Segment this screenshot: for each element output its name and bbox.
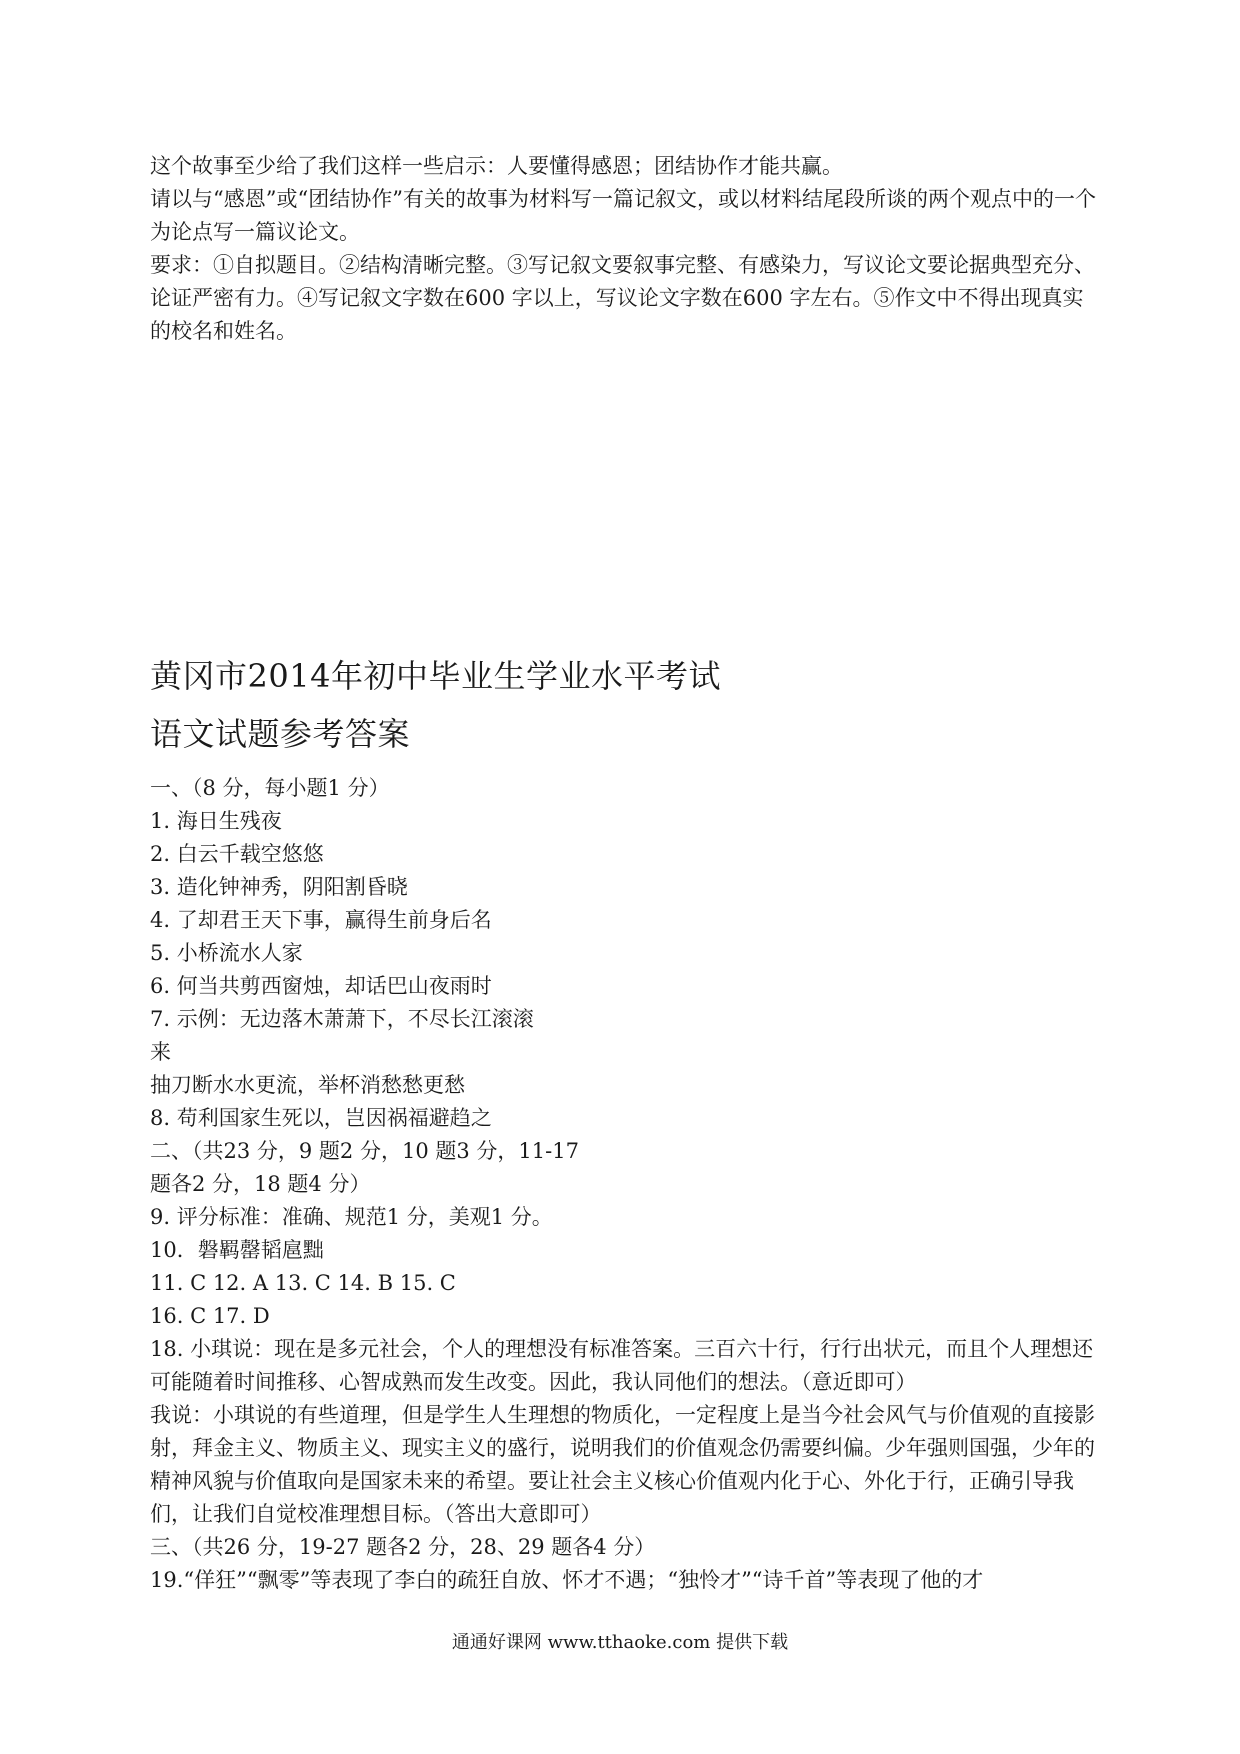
- answer-line: 抽刀断水水更流，举杯消愁愁更愁: [150, 1073, 465, 1097]
- section-header: 一、（8 分，每小题1 分）: [150, 776, 390, 800]
- answer-line: 4. 了却君王天下事，赢得生前身后名: [150, 908, 492, 932]
- answer-line: 6. 何当共剪西窗烛，却话巴山夜雨时: [150, 974, 492, 998]
- section-header: 题各2 分，18 题4 分）: [150, 1172, 371, 1196]
- essay-prompt-line: 这个故事至少给了我们这样一些启示：人要懂得感恩；团结协作才能共赢。: [150, 154, 843, 178]
- answer-line: 来: [150, 1040, 171, 1064]
- page-footer: 通通好课网 www.tthaoke.com 提供下载: [451, 1632, 789, 1653]
- answer-line: 我说：小琪说的有些道理，但是学生人生理想的物质化，一定程度上是当今社会风气与价值观的直接影射，拜金主义、物质主义、现实主义的盛行，说明我们的价值观念仍需要纠偏。少年强则国强，少年的精神风貌与价值取向是国家未来的希望。要让社会主义核心价值观内化于心、外化于行，正确引导我们，让我们自觉校准理想目标。（答出大意即可）: [150, 1403, 1095, 1526]
- answer-line: 16. C 17. D: [150, 1304, 270, 1328]
- section-header: 二、（共23 分，9 题2 分，10 题3 分，11-17: [150, 1139, 579, 1163]
- answer-line: 18. 小琪说：现在是多元社会，个人的理想没有标准答案。三百六十行，行行出状元，而且个人理想还可能随着时间推移、心智成熟而发生改变。因此，我认同他们的想法。（意近即可）: [150, 1337, 1094, 1394]
- answer-line: 10．磐羁罄韬扈黜: [150, 1238, 324, 1262]
- essay-prompt-line: 请以与“感恩”或“团结协作”有关的故事为材料写一篇记叙文，或以材料结尾段所谈的两个观点中的一个为论点写一篇议论文。: [150, 187, 1096, 244]
- answer-key-title: 语文试题参考答案: [150, 715, 411, 753]
- exam-title: 黄冈市2014年初中毕业生学业水平考试: [150, 657, 721, 695]
- answer-line: 8. 苟利国家生死以，岂因祸福避趋之: [150, 1106, 492, 1130]
- answer-key-section: [150, 772, 1100, 1597]
- section-header: 三、（共26 分，19-27 题各2 分，28、29 题各4 分）: [150, 1535, 656, 1559]
- answer-line: 11. C 12. A 13. C 14. B 15. C: [150, 1271, 456, 1295]
- answer-line: 19.“佯狂”“飘零”等表现了李白的疏狂自放、怀才不遇；“独怜才”“诗千首”等表现了他的才: [150, 1568, 984, 1592]
- answer-line: 1. 海日生残夜: [150, 809, 282, 833]
- answer-line: 3. 造化钟神秀，阴阳割昏晓: [150, 875, 408, 899]
- answer-line: 2. 白云千载空悠悠: [150, 842, 324, 866]
- answer-line: 7. 示例：无边落木萧萧下，不尽长江滚滚: [150, 1007, 534, 1031]
- answer-line: 5. 小桥流水人家: [150, 941, 303, 965]
- essay-prompt-section: [150, 150, 1100, 348]
- essay-prompt-line: 要求：①自拟题目。②结构清晰完整。③写记叙文要叙事完整、有感染力，写议论文要论据典型充分、论证严密有力。④写记叙文字数在600 字以上，写议论文字数在600 字左右。⑤作文中不得出现真实的校名和姓名。: [150, 253, 1095, 343]
- answer-line: 9. 评分标准：准确、规范1 分，美观1 分。: [150, 1205, 553, 1229]
